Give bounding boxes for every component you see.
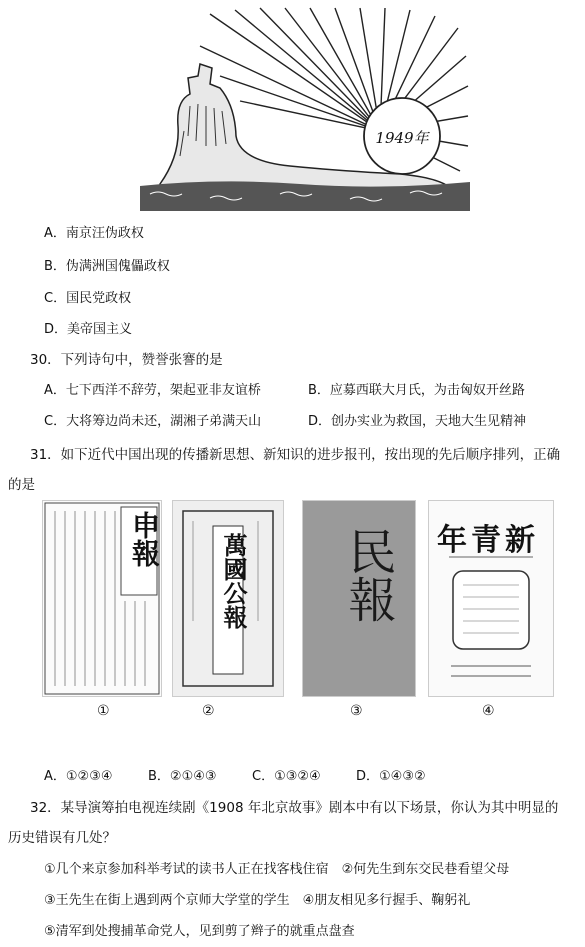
q29-option-a[interactable]: A．南京汪伪政权	[44, 226, 144, 241]
q30-option-d[interactable]: D．创办实业为救国，天地大生见精神	[308, 414, 527, 429]
q32-stem-line2: 历史错误有几处？	[8, 830, 116, 846]
q29-option-c[interactable]: C．国民党政权	[44, 291, 132, 306]
xinqingnian-masthead: 新青年	[437, 523, 539, 558]
q31-option-b[interactable]: B．②①④③	[148, 769, 217, 784]
q30-option-c[interactable]: C．大将筹边尚未还，湖湘子弟满天山	[44, 414, 262, 429]
q32-scenario-line2: ③王先生在街上遇到两个京师大学堂的学生 ④朋友相见多行握手、鞠躬礼	[44, 893, 471, 908]
newspaper-wanguo-gongbao	[172, 500, 284, 697]
q31-option-d[interactable]: D．①④③②	[356, 769, 426, 784]
newspaper-xinqingnian	[428, 500, 554, 697]
paper-label-2: ②	[202, 703, 215, 719]
q32-scenario-line3: ⑤清军到处搜捕革命党人，见到剪了辫子的就重点盘查	[44, 924, 355, 939]
paper-label-4: ④	[482, 703, 495, 719]
paper-label-1: ①	[97, 703, 110, 719]
q29-option-d[interactable]: D．美帝国主义	[44, 322, 133, 337]
q31-option-a[interactable]: A．①②③④	[44, 769, 113, 784]
q31-option-c[interactable]: C．①③②④	[252, 769, 321, 784]
q31-stem-line2: 的是	[8, 477, 35, 493]
wanguo-masthead: 萬國公報	[219, 533, 248, 629]
q31-stem-line1: 31．如下近代中国出现的传播新思想、新知识的进步报刊，按出现的先后顺序排列，正确	[30, 447, 561, 463]
sun-label: 1949年	[375, 129, 429, 147]
newspaper-shenbao	[42, 500, 162, 697]
xinqingnian-frame	[429, 501, 553, 696]
q32-stem-line1: 32．某导演筹拍电视连续剧《1908 年北京故事》剧本中有以下场景，你认为其中明显的	[30, 800, 559, 816]
paper-label-3: ③	[350, 703, 363, 719]
q30-option-b[interactable]: B．应募西联大月氏，为击匈奴开丝路	[308, 383, 525, 398]
newspaper-minbao	[302, 500, 416, 697]
shenbao-masthead: 申報	[128, 511, 161, 567]
q32-scenario-line1: ①几个来京参加科举考试的读书人正在找客栈住宿 ②何先生到东交民巷看望父母	[44, 862, 510, 877]
minbao-masthead: 民報	[340, 527, 396, 623]
q30-option-a[interactable]: A．七下西洋不辞劳，架起亚非友谊桥	[44, 383, 261, 398]
q30-stem: 30．下列诗句中，赞誉张謇的是	[30, 352, 223, 368]
q29-option-b[interactable]: B．伪满洲国傀儡政权	[44, 259, 170, 274]
cartoon-illustration	[140, 6, 470, 211]
